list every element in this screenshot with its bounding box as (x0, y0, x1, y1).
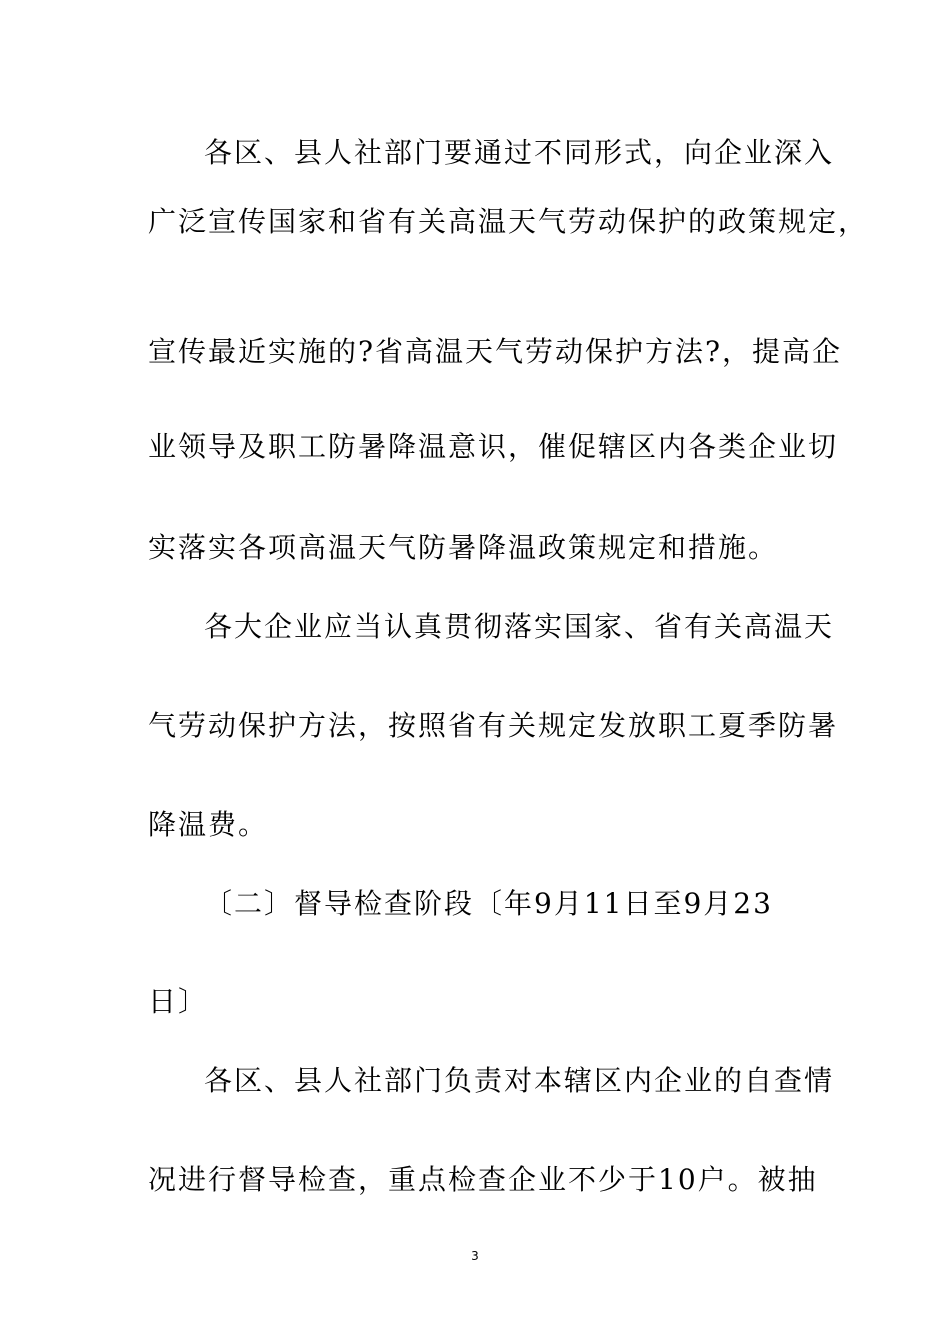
paragraph-3-line-2: 况进行督导检查，重点检查企业不少于10户。被抽 (148, 1163, 818, 1196)
paragraph-2-line-1: 各大企业应当认真贯彻落实国家、省有关高温天 (204, 610, 835, 643)
paragraph-1-line-3: 宣传最近实施的?省高温天气劳动保护方法?，提高企 (148, 335, 843, 368)
paragraph-3-line-1: 各区、县人社部门负责对本辖区内企业的自查情 (204, 1064, 835, 1097)
paragraph-2-line-3: 降温费。 (148, 808, 269, 841)
paragraph-1-line-2: 广泛宣传国家和省有关高温天气劳动保护的政策规定， (148, 205, 869, 238)
paragraph-1-line-5: 实落实各项高温天气防暑降温政策规定和措施。 (148, 531, 779, 564)
page-number: 3 (471, 1249, 479, 1263)
section-heading-line-1: 〔二〕督导检查阶段〔年9月11日至9月23 (204, 887, 773, 920)
paragraph-2-line-2: 气劳动保护方法，按照省有关规定发放职工夏季防暑 (148, 709, 839, 742)
paragraph-1-line-1: 各区、县人社部门要通过不同形式，向企业深入 (204, 136, 835, 169)
section-heading-line-2: 日〕 (148, 985, 209, 1018)
paragraph-1-line-4: 业领导及职工防暑降温意识，催促辖区内各类企业切 (148, 430, 839, 463)
